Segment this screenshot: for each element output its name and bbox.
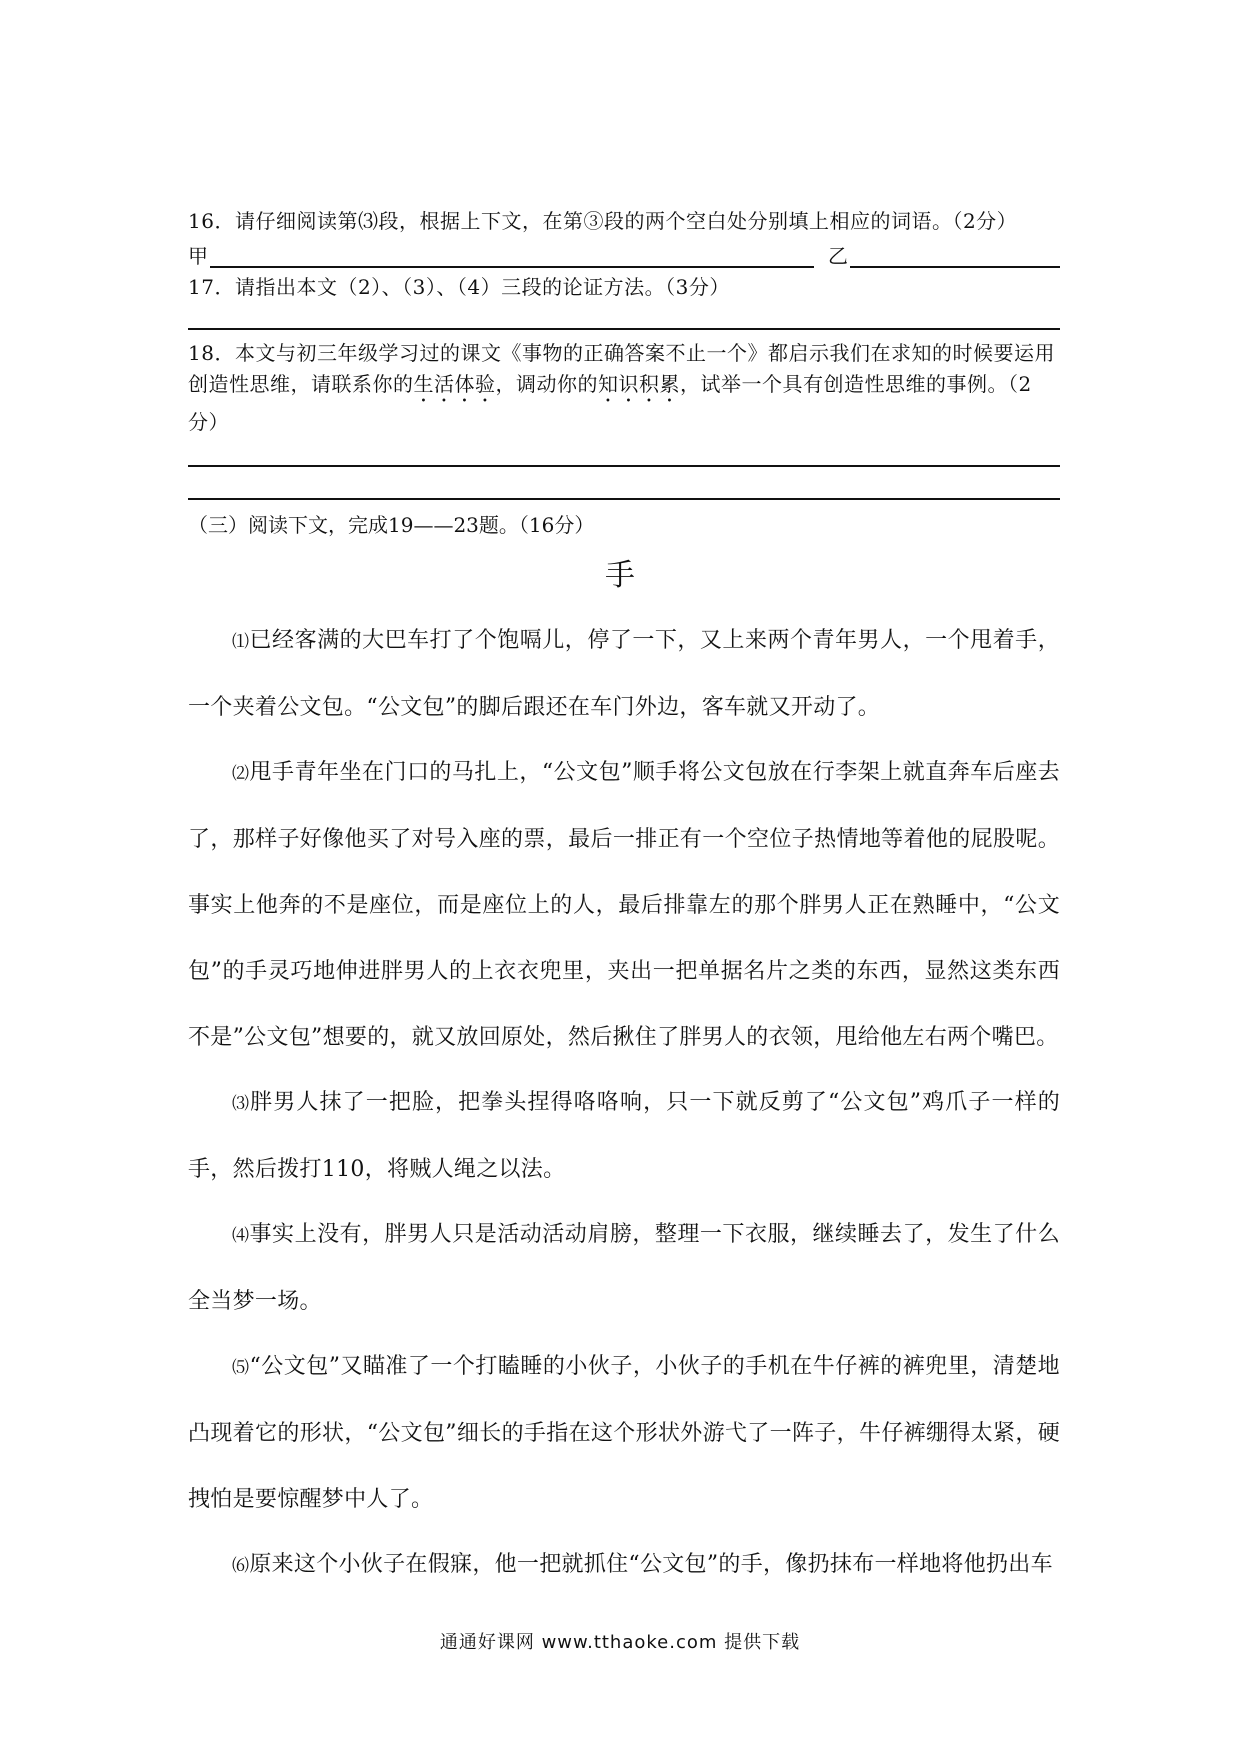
footer-source: 通通好课网 www.tthaoke.com 提供下载: [439, 1632, 801, 1653]
emphasis-knowledge: 知识积累: [598, 372, 680, 396]
question-18: 18．本文与初三年级学习过的课文《事物的正确答案不止一个》都启示我们在求知的时候要运用创造性思维，请联系你的生活体验，调动你的知识积累，试举一个具有创造性思维的事例。（2分）: [188, 341, 1055, 434]
emphasis-life-experience: 生活体验: [413, 372, 496, 396]
answer-line-18-a[interactable]: [188, 465, 1060, 467]
section-heading: （三）阅读下文，完成19——23题。（16分）: [188, 513, 595, 537]
answer-blank-jia[interactable]: [210, 266, 814, 268]
paragraph-3: ⑶胖男人抹了一把脸，把拳头捏得咯咯响，只一下就反剪了“公文包”鸡爪子一样的手，然后拨打110，将贼人绳之以法。: [188, 1090, 1060, 1182]
paragraph-4: ⑷事实上没有，胖男人只是活动活动肩膀，整理一下衣服，继续睡去了，发生了什么全当梦一场。: [188, 1222, 1060, 1314]
paragraph-5: ⑸“公文包”又瞄准了一个打瞌睡的小伙子，小伙子的手机在牛仔裤的裤兜里，清楚地凸现着它的形状，“公文包”细长的手指在这个形状外游弋了一阵子，牛仔裤绷得太紧，硬拽怕是要惊醒梦中人了。: [188, 1354, 1060, 1512]
answer-line-17[interactable]: [188, 328, 1060, 330]
answer-blank-yi[interactable]: [850, 266, 1060, 268]
paragraph-2: ⑵甩手青年坐在门口的马扎上，“公文包”顺手将公文包放在行李架上就直奔车后座去了，那样子好像他买了对号入座的票，最后一排正有一个空位子热情地等着他的屁股呢。事实上他奔的不是座位，而是座位上的人，最后排靠左的那个胖男人正在熟睡中，“公文包”的手灵巧地伸进胖男人的上衣衣兜里，夹出一把单据名片之类的东西，显然这类东西不是”公文包”想要的，就又放回原处，然后揪住了胖男人的衣领，甩给他左右两个嘴巴。: [188, 760, 1060, 1050]
paragraph-1: ⑴已经客满的大巴车打了个饱嗝儿，停了一下，又上来两个青年男人，一个甩着手，一个夹着公文包。“公文包”的脚后跟还在车门外边，客车就又开动了。: [188, 628, 1060, 720]
label-yi: 乙: [828, 244, 848, 268]
question-16-answer-row: [188, 238, 1060, 270]
label-jia: 甲: [188, 244, 208, 268]
answer-line-18-b[interactable]: [188, 498, 1060, 500]
passage-title: 手: [605, 558, 635, 593]
paragraph-6: ⑹原来这个小伙子在假寐，他一把就抓住“公文包”的手，像扔抹布一样地将他扔出车: [232, 1552, 1053, 1577]
question-16: 16．请仔细阅读第⑶段，根据上下文，在第③段的两个空白处分别填上相应的词语。（2分）: [188, 209, 1018, 233]
question-17: 17．请指出本文（2）、（3）、（4）三段的论证方法。（3分）: [188, 275, 730, 299]
